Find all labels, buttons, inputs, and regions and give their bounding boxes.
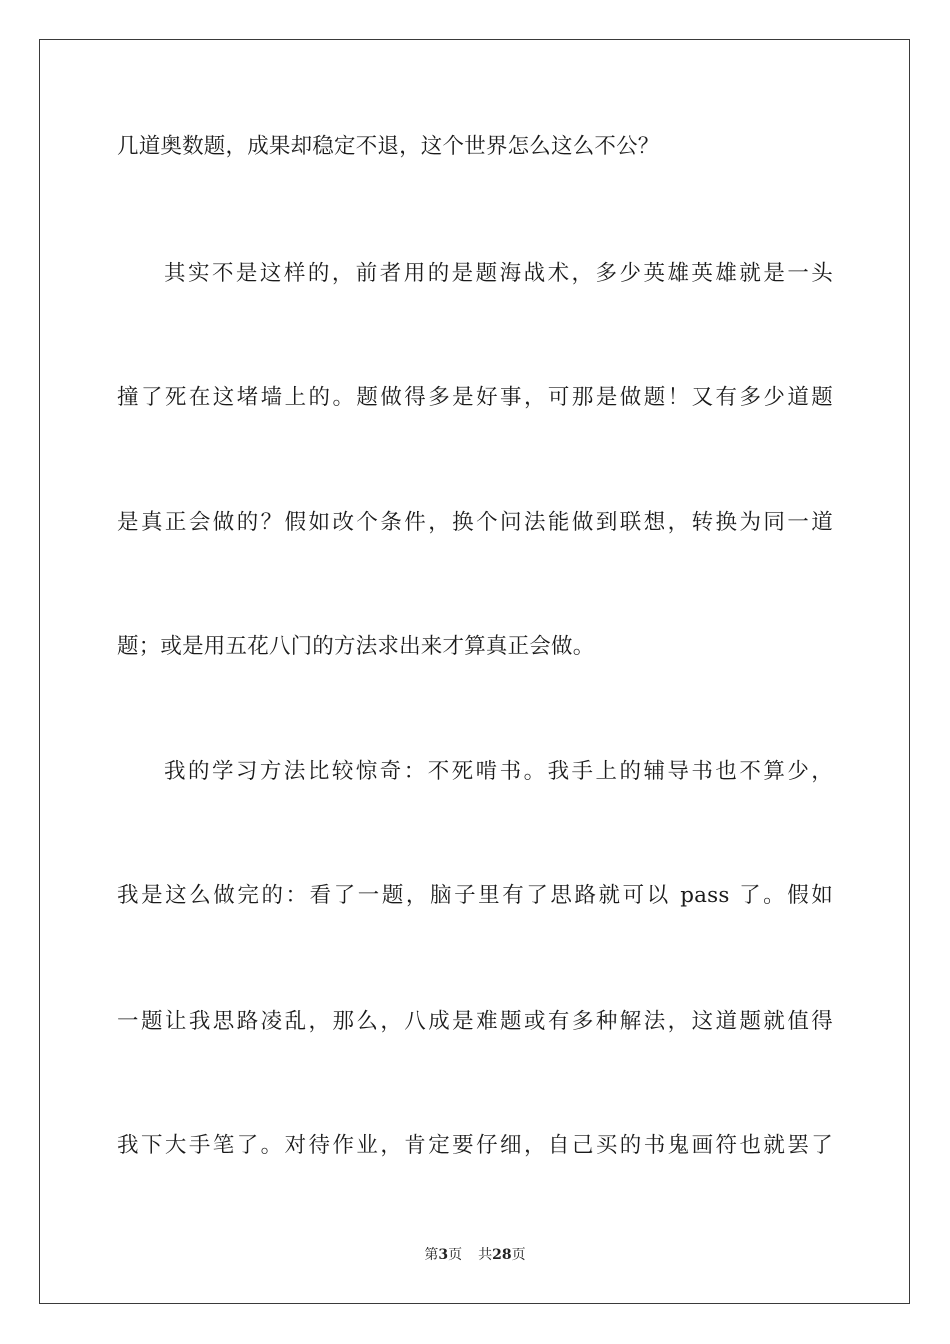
text-line-7: 我是这么做完的：看了一题，脑子里有了思路就可以 pass 了。假如 (117, 883, 833, 908)
page-number: 3 (438, 1247, 449, 1263)
text-line-3: 撞了死在这堵墙上的。题做得多是好事，可那是做题！又有多少道题 (117, 385, 833, 410)
text-line-4: 是真正会做的？假如改个条件，换个问法能做到联想，转换为同一道 (117, 510, 833, 535)
page-prefix: 第 (424, 1247, 439, 1263)
text-line-6: 我的学习方法比较惊奇：不死啃书。我手上的辅导书也不算少， (164, 759, 833, 784)
page-footer (0, 1245, 950, 1265)
total-prefix: 共 (478, 1247, 493, 1263)
text-line-8: 一题让我思路凌乱，那么，八成是难题或有多种解法，这道题就值得 (117, 1009, 833, 1034)
page-border (39, 39, 910, 1304)
text-line-9: 我下大手笔了。对待作业，肯定要仔细，自己买的书鬼画符也就罢了 (117, 1133, 833, 1158)
total-suffix: 页 (511, 1247, 526, 1263)
total-pages: 28 (492, 1247, 512, 1263)
page-suffix: 页 (448, 1247, 463, 1263)
text-line-5: 题；或是用五花八门的方法求出来才算真正会做。 (117, 634, 595, 659)
text-line-1: 几道奥数题，成果却稳定不退，这个世界怎么这么不公？ (117, 134, 660, 159)
text-line-2: 其实不是这样的，前者用的是题海战术，多少英雄英雄就是一头 (164, 261, 833, 286)
